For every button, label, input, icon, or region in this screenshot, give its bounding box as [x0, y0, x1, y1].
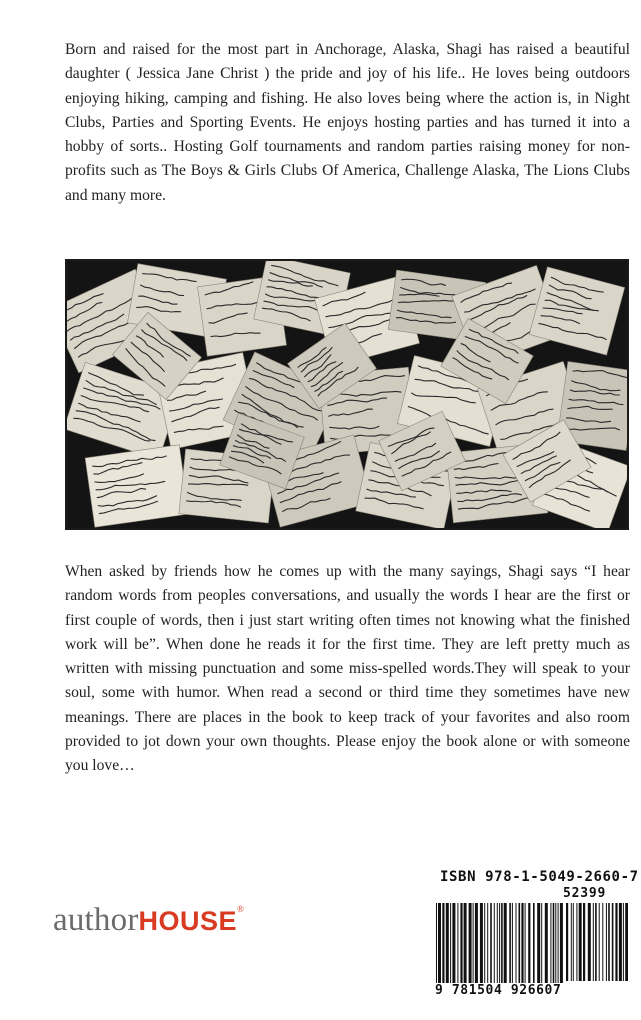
author-bio-paragraph: Born and raised for the most part in Anchorage, Alaska, Shagi has raised a beautiful daughter ( Jessica Jane Christ ) the pride and joy of his life.. He loves being outdoors enjoying hiking, camping and fishing. He also loves being where the action is, in Night Clubs, Parties and Sporting Events. He enjoys hosting parties and has turned it into a hobby of sorts.. Hosting Golf tournaments and random parties raising money for non-profits such as The Boys & Girls Clubs Of America, Challenge Alaska, The Lions Clubs and many more.: [65, 41, 630, 204]
addon-bars: [566, 903, 628, 981]
isbn-barcode: [425, 865, 639, 1015]
card: [85, 445, 189, 528]
cards-illustration: [67, 261, 627, 528]
authorhouse-logo: authorHOUSE®: [53, 902, 245, 938]
handwritten-cards-photo: [65, 259, 629, 530]
price-code: 52399: [563, 886, 607, 901]
ean-digits: 9 781504 926607: [435, 983, 565, 999]
story-paragraph: When asked by friends how he comes up with the many sayings, Shagi says “I hear random words from peoples conversations, and usually the words I hear are the first or first couple of words, then i just start writing often times not knowing what the finished work will be”. When done he reads it for the first time. They are left pretty much as written with missing punctuation and some miss-spelled words.They will speak to your soul, some with humor. When read a second or third time they sometimes have new meanings. There are places in the book to keep track of your favorites and also room provided to jot down your own thoughts. Please enjoy the book alone or with someone you love…: [65, 563, 630, 775]
isbn-text: ISBN 978-1-5049-2660-7: [440, 869, 639, 885]
